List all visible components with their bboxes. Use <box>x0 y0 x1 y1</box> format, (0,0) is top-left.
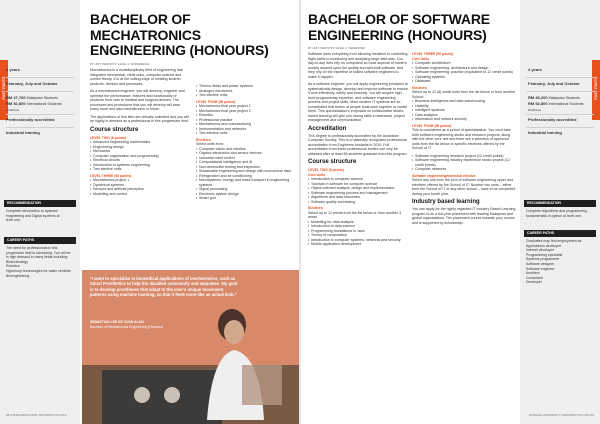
fast-facts-label: FAST FACTS <box>594 76 598 100</box>
list-item: Software engineer <box>526 266 555 271</box>
list-item: Robotics <box>6 264 20 269</box>
list-item: • Electronic system design <box>196 192 294 197</box>
career-paths-text: Graduates may find employment as: Applications developer Internet developer Programming specialist Systems programmer Software designer Software engineer Architect Consultant Developer <box>526 239 594 285</box>
fees-year: 2019 fees <box>6 108 20 112</box>
list-item: • Mechatronics final year project 2 <box>196 109 294 114</box>
list-item: • Modelling for data analysis <box>308 220 408 225</box>
fact-duration: 4 years <box>528 67 542 72</box>
right-column-1: Software does everything from allowing medicine to controlling flight paths to monitoring and analysing large data sets. Our day-to-day lives rely on computers so most aspects of modern society depend upon the quality and well-built software. And they rely on the expertise of skilled software engineers to make it happen. As a software engineer, you will apply engineering principles to systematically design, develop and improve software to ensure it runs effectively, safely and securely. You will acquire high-level programming expertise, and software engineering process and project skills. Most modern IT systems are so complicated that teams of people must work together to create them. This specialisation’s emphasis on collaborative studio-based learning will give you strong skills in teamwork, project management and communication. Accreditation This degree is professionally accredited by the Australian Computer Society. This is a nationally recognised professional accreditation from Engineers Australia in 2019. Full accreditation from these professional bodies can only be obtained after at least 36 students graduate from this program. Course structure LEVEL TWO (8 points) Core Units • Introduction to computer science • Tutorials in software for computer science • Object-oriented analysis, design and implementation • Software engineering process and management • Algorithms and data structures • Software quality and testing Electives Select up to 12 points from the list below or from another 3 areas • Modelling for data analysis • Introduction to data science • Programming foundations in Java • Theory of computation • Introduction to computer systems, networks and security • Mobile application development <box>308 52 408 247</box>
list-item: • Signal processing <box>196 187 294 192</box>
list-item: • Object-oriented analysis, design and implementation <box>308 186 408 191</box>
list-item: • Mechatronics project 1 <box>90 178 190 183</box>
list-item: • Data analytics <box>412 113 516 118</box>
section-heading: Course structure <box>308 159 357 165</box>
student-quote: “I want to specialise in biomedical applications of mechatronics, such as Smart Prosthetics to help the disabled community and amputees. My goal is to develop prostheses that adapt to the user’s unique movement patterns using machine learning, so that it feels more like an actual limb.” <box>90 276 238 298</box>
career-paths-heading: CAREER PATHS <box>524 230 596 237</box>
list-item: • Professional practice <box>196 118 294 123</box>
course-list <box>412 99 516 122</box>
recommendation-heading: RECOMMENDATION <box>524 200 596 207</box>
list-item: Systems programmer <box>526 257 560 262</box>
list-item: • Computer architecture <box>412 61 516 66</box>
list-item: • Electrical circuits <box>90 158 190 163</box>
fact-accredited: Professionally accredited <box>528 117 577 122</box>
list-item: Biotechnology <box>6 259 28 264</box>
fact-training: Industrial training <box>528 130 562 135</box>
fact-intakes: February, July and October <box>528 81 580 86</box>
fact-intakes: February, July and October <box>6 81 58 86</box>
quote-author-role: Bachelor of Mechatronics Engineering (Honours) <box>90 325 164 329</box>
recommendation-text: Complete Algorithms and programming fundamentals in python at level one. <box>526 209 587 218</box>
left-column-2: • Thermo-fluids and power systems • Analogue electronics • Two elective units LEVEL FOUR (96 points) • Mechatronics final year project 1 • Mechatronics final year project 2 • Robotics • Professional practice • Mechatronics and manufacturing • Instrumentation and networks • Two elective units Electives Select units from: • Computer vision and robotics • Organic electronics and sensor devices • Industrial robot control • Computational intelligence and AI • Non-destructive testing and inspection • Sustainable engineering and design with economical risks • Refrigeration and air conditioning • Microsystems, energy and mass transport in engineering systems • Signal processing • Electronic system design • Smart grid <box>196 84 294 201</box>
fact-duration: 4 years <box>6 67 20 72</box>
list-item: • Two elective units <box>196 131 294 136</box>
list-item: • Computer vision and robotics <box>196 147 294 152</box>
divider <box>6 127 74 128</box>
divider <box>526 91 594 92</box>
section-heading: Course structure <box>90 126 139 133</box>
fact-fee-local: RM 46,200 Malaysian Students <box>528 95 580 100</box>
list-item: • Instrumentation and networks <box>196 127 294 132</box>
list-item: Internet developer <box>526 248 555 253</box>
list-item: Architect <box>526 271 540 276</box>
list-item: • Introduction to data science <box>308 224 408 229</box>
list-item: • Information and network security <box>412 117 516 122</box>
list-item: • Database <box>412 79 516 84</box>
list-item: • Programming foundations in Java <box>308 229 408 234</box>
left-fast-facts-sidebar <box>0 0 80 424</box>
divider <box>526 127 594 128</box>
list-item: • Introduction to computer systems, networks and security <box>308 238 408 243</box>
list-item: • Microsystems, energy and mass transport in engineering systems <box>196 178 294 187</box>
list-item: • Mechatronics and manufacturing <box>196 122 294 127</box>
fact-training: Industrial training <box>6 130 40 135</box>
page-subtitle: BY UNIT: INDUSTRY/ LEVEL 3 / SEMESTER <box>308 46 365 50</box>
quote-author: SEBASTIAN LEE KE XUAN ALAN <box>90 320 144 324</box>
course-list <box>196 147 294 201</box>
list-item: Applications developer <box>526 243 562 248</box>
list-item: • Mobile application development <box>308 242 408 247</box>
list-item: Programming specialist <box>526 252 563 257</box>
career-paths-heading: CAREER PATHS <box>4 237 76 244</box>
course-list <box>90 178 190 196</box>
list-item: • Two elective units <box>196 93 294 98</box>
list-item: • Dynamical systems <box>90 183 190 188</box>
list-item: • Industrial robot control <box>196 156 294 161</box>
page-subtitle: BY UNIT: INDUSTRY/ LEVEL 3 / EXPERIENCE <box>90 62 150 66</box>
recommendation-text: Complete introduction to systems engineering and Digital systems at level one. <box>6 209 60 223</box>
fact-fee-local: RM 47,760 Malaysian Students <box>6 95 58 100</box>
list-item: • Non-destructive testing and inspection <box>196 165 294 170</box>
course-list <box>308 177 408 204</box>
divider <box>526 114 594 115</box>
list-item: • Sustainable engineering and design with economical risks <box>196 169 294 174</box>
list-item: • Software quality and testing <box>308 200 408 205</box>
list-item: • Engineering design <box>90 145 190 150</box>
fees-year: 2019 fees <box>528 108 542 112</box>
list-item: • Introduction to computer science <box>308 177 408 182</box>
list-item: • Sensors and artificial perception <box>90 187 190 192</box>
list-item: • Modelling and control <box>90 192 190 197</box>
divider <box>6 114 74 115</box>
divider <box>6 91 74 92</box>
list-item: • Introduction to systems engineering <box>90 163 190 168</box>
fact-fee-intl: RM 52,800 International Students <box>6 101 62 106</box>
list-item: • Software engineering research project (12 credit points) <box>412 154 516 159</box>
list-item: • Organic electronics and sensor devices <box>196 151 294 156</box>
list-item: • Mechanics <box>90 149 190 154</box>
list-item: • Refrigeration and air conditioning <box>196 174 294 179</box>
list-item: Hyperloop technologies for water vehicles <box>6 268 71 273</box>
page-footer: MONASH UNIVERSITY PROSPECTUS 2019 69 <box>528 413 594 417</box>
page-title: BACHELOR OF MECHATRONICS ENGINEERING (HONOURS) <box>90 11 269 58</box>
fact-fee-intl: RM 52,800 International Students <box>528 101 584 106</box>
list-item: • Smart grid <box>196 196 294 201</box>
list-item: • Algorithms and data structures <box>308 195 408 200</box>
list-item: • Usability <box>412 104 516 109</box>
career-paths-text: The need for professionals in this progressive field is increasing. You will be in high demand in many fields including: Biotechnology Robotics Hyperloop technologies for water vehicles Bioengineering <box>6 246 74 278</box>
list-item: • Software engineering: practice (equivalent to 12 credit points) <box>412 70 516 75</box>
student-photo <box>82 270 299 424</box>
list-item: • Analogue electronics <box>196 89 294 94</box>
list-item: • Computer organisation and programming <box>90 154 190 159</box>
list-item: Software designer <box>526 261 555 266</box>
list-item: • Software engineering industry experience studio project (12 credit points) <box>412 158 516 167</box>
divider <box>526 77 594 78</box>
right-page <box>300 0 600 424</box>
list-item: • Advanced engineering mathematics <box>90 140 190 145</box>
course-list <box>412 61 516 84</box>
section-heading: Accreditation <box>308 125 347 132</box>
list-item: • Robotics <box>196 113 294 118</box>
course-list <box>90 140 190 172</box>
course-list <box>412 154 516 172</box>
list-item: • Mechatronics final year project 1 <box>196 104 294 109</box>
fast-facts-label: FAST FACTS <box>2 76 6 100</box>
recommendation-heading: RECOMMENDATION <box>4 200 76 207</box>
list-item: • Computer networks <box>412 167 516 172</box>
list-item: • Software engineering: architecture and design <box>412 66 516 71</box>
list-item: Consultant <box>526 275 543 280</box>
list-item: • Software engineering process and management <box>308 191 408 196</box>
list-item: • Thermo-fluids and power systems <box>196 84 294 89</box>
list-item: • Intelligent systems <box>412 108 516 113</box>
right-column-2: LEVEL THREE (90 points) Core Units • Computer architecture • Software engineering: architecture and design • Software engineering: practice (equivalent to 12 credit points) • Operating systems • Database Electives Select up to 12 (8) credit units from the list below or from another School: • Business intelligence and data warehousing • Usability • Intelligent systems • Data analytics • Information and network security LEVEL FOUR (96 points) This is considered as a period of specialisation. You must take both software engineering studio and research projects, along with the other core unit and there are a selection of approved units from the list below or specific electives offered by the School of IT. • Software engineering research project (12 credit points) • Software engineering industry experience studio project (12 credit points) • Computer networks Software engineering/technical elective Select any unit from the pool of software engineering upper and electives offered by the School of IT. Number two units – either from the School of IT or any other school – have to be completed during your fourth year. Industry based learning You can apply for the highly regarded IT Industry Based Learning program to do a full-year placement with leading Malaysian and global organisations. The placement counts towards your course and is supported by scholarship. <box>412 52 516 228</box>
list-item: Developer <box>526 280 542 285</box>
list-item: • Operating systems <box>412 75 516 80</box>
list-item: • Computational intelligence and AI <box>196 160 294 165</box>
divider <box>6 77 74 78</box>
course-list <box>196 84 294 98</box>
course-list <box>308 220 408 247</box>
page-title: BACHELOR OF SOFTWARE ENGINEERING (HONOURS) <box>308 11 490 43</box>
list-item: • Tutorials in software for computer science <box>308 182 408 187</box>
right-fast-facts-sidebar <box>520 0 600 424</box>
fact-accredited: Professionally accredited <box>6 117 55 122</box>
list-item: • Business intelligence and data warehousing <box>412 99 516 104</box>
left-column-1: Mechatronics is a multidisciplinary field of engineering that integrates mechanical, electronics, computer science and control theory. It is at the cutting-edge of creating smarter products, devices and processes. As a mechatronics engineer, you will develop, engineer and optimise the performance, features and functionality of products from cars to medical and surgical devices. The processes and procedures that you will develop will save many more and also mechatronics in future. The applications of this field are virtually unlimited and you will be highly in demand as a professional in this progressive field. Course structure LEVEL TWO (8 points) • Advanced engineering mathematics • Engineering design • Mechanics • Computer organisation and programming • Electrical circuits • Introduction to systems engineering • Two elective units LEVEL THREE (96 points) • Mechatronics project 1 • Dynamical systems • Sensors and artificial perception • Modelling and control <box>90 68 190 196</box>
section-heading: Industry based learning <box>412 199 480 205</box>
list-item: Bioengineering <box>6 273 30 278</box>
page-footer: 68 UNDERGRADUATE PROSPECTUS 2019 <box>6 413 67 417</box>
list-item: • Theory of computation <box>308 233 408 238</box>
list-item: • Two elective units <box>90 167 190 172</box>
course-list <box>196 104 294 136</box>
